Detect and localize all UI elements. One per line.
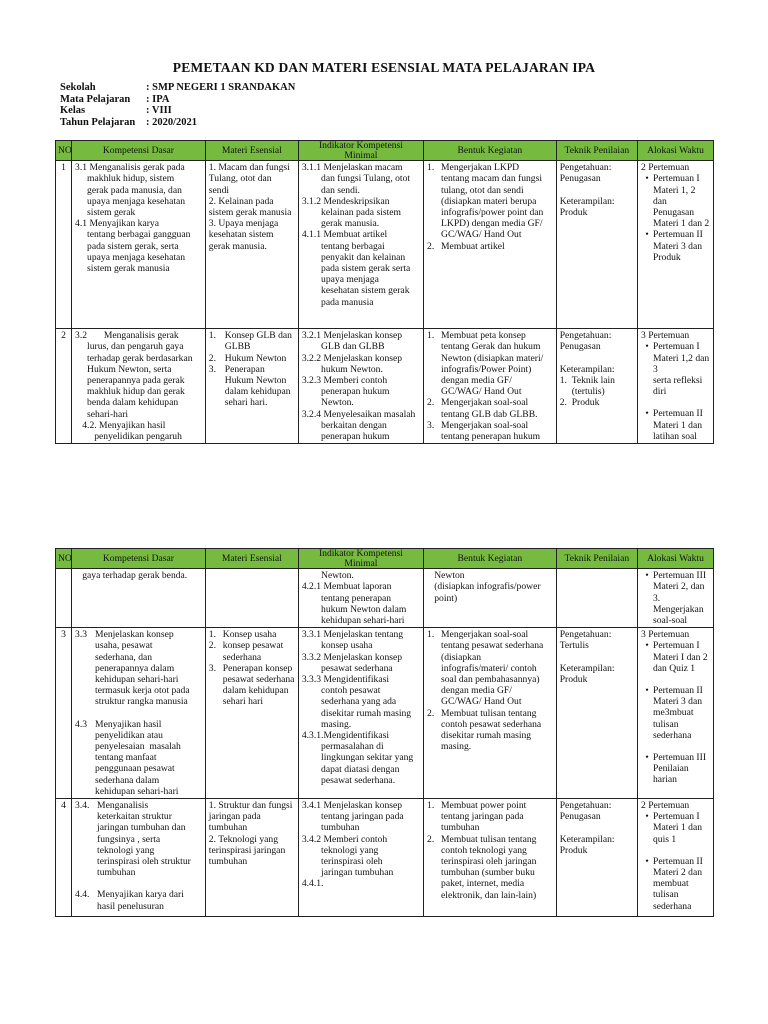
row-number: 2 bbox=[56, 329, 72, 444]
list-item bbox=[427, 162, 553, 240]
table-header-row bbox=[56, 141, 714, 161]
penilaian-cell bbox=[556, 569, 637, 628]
kd-text: Menyajikan karya dari hasil penelusuran bbox=[97, 889, 184, 912]
list-item bbox=[641, 856, 710, 912]
table-row bbox=[56, 799, 714, 917]
kd-text: Menyajikan hasil penyelidikan atau penyelesaian masalah tentang manfaat penggunaan pesawat sederhana dalam kehidupan sehari-hari bbox=[95, 718, 181, 797]
list-text: Membuat tulisan tentang contoh teknologi yang terinspirasi oleh jaringan tumbuhan (sumber buku paket, internet, media elektronik, dan lain-lain) bbox=[441, 833, 537, 901]
list-text: konsep pesawat sederhana bbox=[222, 640, 284, 663]
bullet-icon: • bbox=[645, 640, 649, 652]
list-text: Produk bbox=[571, 397, 600, 409]
info-label: Kelas bbox=[60, 105, 86, 116]
info-row-year bbox=[60, 117, 295, 129]
bullet-icon: • bbox=[645, 811, 649, 823]
list-marker: 1. bbox=[208, 629, 216, 641]
list-text: Teknik lain (tertulis) bbox=[571, 375, 615, 398]
kd-item: 3.1 Menganalisis gerak pada makhluk hidup, sistem gerak pada manusia, dan upaya menjaga kesehatan sistem gerak bbox=[75, 162, 186, 218]
indikator-cell: 3.2.1 Menjelaskan konsep GLB dan GLBB 3.2.2 Menjelaskan konsep hukum Newton. 3.2.3 Memberi contoh penerapan hukum Newton. 3.2.4 Menyelesaikan masalah berkaitan dengan penerapan hukum bbox=[298, 329, 423, 444]
bullet-icon: • bbox=[645, 173, 649, 185]
kd-item: 4.1 Menyajikan karya tentang berbagai gangguan pada sistem gerak, serta upaya menjaga kesehatan sistem gerak manusia bbox=[75, 218, 191, 275]
list-text: Pertemuan I Materi I dan 2 dan Quiz 1 bbox=[653, 640, 708, 674]
kd-code: 4.4. bbox=[75, 889, 90, 901]
penilaian-cell bbox=[556, 329, 637, 444]
list-text: Pertemuan III Penilaian harian bbox=[653, 752, 707, 786]
list-item bbox=[209, 629, 295, 640]
list-marker: 2. bbox=[427, 833, 435, 845]
header-alokasi-waktu: Alokasi Waktu bbox=[638, 141, 714, 161]
list-item bbox=[641, 408, 710, 442]
list-text: Pertemuan I Materi 1 dan quis 1 bbox=[653, 811, 703, 845]
mapping-table-page-1 bbox=[55, 140, 714, 444]
kegiatan-cell bbox=[424, 799, 557, 917]
kegiatan-cell: Newton (disiapkan infografis/power point) bbox=[424, 569, 557, 628]
info-row-subject bbox=[60, 94, 295, 106]
list-marker: 3. bbox=[427, 419, 435, 431]
list-marker: 1. bbox=[208, 330, 216, 342]
list-marker: 2. bbox=[427, 240, 435, 252]
list-text: Pertemuan II Materi 3 dan me3mbuat tulisan sederhana bbox=[653, 685, 703, 741]
list-text: Konsep usaha bbox=[222, 629, 277, 641]
table-row bbox=[56, 161, 714, 329]
school-info bbox=[60, 82, 295, 128]
kd-item bbox=[75, 800, 202, 878]
header-no: NO bbox=[56, 141, 72, 161]
kd-code: 4.3 bbox=[75, 718, 88, 730]
header-bentuk-kegiatan: Bentuk Kegiatan bbox=[424, 549, 557, 569]
penilaian-text: Pengetahuan: Penugasan Keterampilan: bbox=[559, 330, 615, 375]
indikator-cell: 3.4.1 Menjelaskan konsep tentang jaringan pada tumbuhan 3.4.2 Memberi contoh teknologi yang terinspirasi oleh jaringan tumbuhan 4.4.1. bbox=[298, 799, 423, 917]
alokasi-cell bbox=[638, 628, 714, 799]
list-text: Membuat peta konsep tentang Gerak dan hukum Newton (disiapkan materi/ infografis/Power Point) dengan media GF/ GC/WAG/ Hand Out bbox=[441, 330, 544, 398]
penilaian-cell: Pengetahuan: Penugasan Keterampilan: Produk bbox=[556, 799, 637, 917]
kd-code: 3.3 bbox=[75, 629, 88, 641]
kd-item bbox=[75, 719, 202, 797]
materi-cell bbox=[205, 628, 298, 799]
table-row bbox=[56, 329, 714, 444]
table-header-row bbox=[56, 549, 714, 569]
alokasi-total: 2 Pertemuan bbox=[641, 162, 690, 174]
kd-cell bbox=[72, 628, 206, 799]
list-item bbox=[209, 353, 295, 364]
bullet-icon: • bbox=[645, 685, 649, 697]
list-item bbox=[641, 640, 710, 674]
header-indikator: Indikator Kompetensi Minimal bbox=[298, 549, 423, 569]
info-row-school bbox=[60, 82, 295, 94]
indikator-cell: 3.3.1 Menjelaskan tentang konsep usaha 3.3.2 Menjelaskan konsep pesawat sederhana 3.3.3 Mengidentifikasi contoh pesawat sederhana yang ada disekitar rumah masing masing. 4.3.1.Mengidentifikasi permasalahan di lingkungan sekitar yang dapat diatasi dengan pesawat sederhana. bbox=[298, 628, 423, 799]
list-marker: 1. bbox=[427, 629, 435, 641]
alokasi-cell bbox=[638, 799, 714, 917]
list-item bbox=[209, 640, 295, 662]
info-label: Sekolah bbox=[60, 82, 96, 93]
list-text: Membuat tulisan tentang contoh pesawat sederhana disekitar rumah masing masing. bbox=[441, 707, 542, 753]
kegiatan-cell bbox=[424, 329, 557, 444]
list-text: Pertemuan I Materi 1, 2 dan Penugasan Materi 1 dan 2 bbox=[653, 173, 710, 230]
list-item bbox=[641, 341, 710, 397]
list-item bbox=[560, 397, 634, 408]
list-text: Pertemuan II Materi 2 dan membuat tulisan sederhana bbox=[653, 855, 703, 912]
row-number: 1 bbox=[56, 161, 72, 329]
list-item bbox=[427, 629, 553, 707]
list-marker: 2. bbox=[427, 397, 435, 409]
list-text: Mengerjakan soal-soal tentang penerapan hukum bbox=[441, 419, 541, 443]
kd-cell bbox=[72, 799, 206, 917]
list-text: Membuat artikel bbox=[441, 240, 505, 252]
kd-cell: gaya terhadap gerak benda. bbox=[72, 569, 206, 628]
bullet-icon: • bbox=[645, 752, 649, 764]
list-item bbox=[427, 708, 553, 753]
list-item bbox=[641, 570, 710, 626]
list-text: Konsep GLB dan GLBB bbox=[224, 330, 292, 353]
header-no: NO bbox=[56, 549, 72, 569]
alokasi-total: 3 Pertemuan bbox=[641, 629, 690, 641]
list-item bbox=[427, 397, 553, 419]
kd-item: 3.2 Menganalisis gerak lurus, dan pengaruh gaya terhadap gerak berdasarkan Hukum Newton, serta penerapannya pada gerak makhluk hidup dan gerak benda dalam kehidupan sehari-hari 4.2. Menyajikan hasil penyelidikan pengaruh bbox=[75, 330, 193, 443]
info-label: Mata Pelajaran bbox=[60, 93, 131, 105]
list-marker: 1. bbox=[559, 375, 567, 386]
kd-code: 3.4. bbox=[75, 800, 90, 812]
indikator-cell: Newton. 4.2.1 Membuat laporan tentang penerapan hukum Newton dalam kehidupan sehari-hari bbox=[298, 569, 423, 628]
list-marker: 2. bbox=[427, 707, 435, 719]
bullet-icon: • bbox=[645, 408, 649, 420]
list-item bbox=[209, 330, 295, 352]
kd-cell bbox=[72, 161, 206, 329]
list-item bbox=[641, 173, 710, 229]
bullet-icon: • bbox=[645, 570, 649, 582]
list-item bbox=[209, 364, 295, 409]
list-text: Mengerjakan soal-soal tentang pesawat sederhana (disiapkan infografis/materi/ contoh soal dan pembahasannya) dengan media GF/ GC/WAG/ Hand Out bbox=[441, 629, 544, 708]
list-marker: 3. bbox=[208, 363, 216, 375]
alokasi-cell bbox=[638, 329, 714, 444]
list-marker: 2. bbox=[559, 397, 567, 409]
header-kompetensi-dasar: Kompetensi Dasar bbox=[72, 141, 206, 161]
list-text: Hukum Newton bbox=[224, 352, 287, 364]
penilaian-cell: Pengetahuan: Tertulis Keterampilan: Produk bbox=[556, 628, 637, 799]
list-item bbox=[427, 241, 553, 252]
indikator-cell: 3.1.1 Menjelaskan macam dan fungsi Tulang, otot dan sendi. 3.1.2 Mendeskripsikan kelainan pada sistem gerak manusia. 4.1.1 Membuat artikel tentang berbagai penyakit dan kelainan pada sistem gerak serta upaya menjaga kesehatan sistem gerak pada manusia bbox=[298, 161, 423, 329]
info-value: : 2020/2021 bbox=[146, 116, 198, 128]
header-alokasi-waktu: Alokasi Waktu bbox=[638, 549, 714, 569]
list-item bbox=[641, 752, 710, 786]
list-text: Penerapan konsep pesawat sederhana dalam kehidupan sehari hari bbox=[222, 662, 295, 708]
info-row-class bbox=[60, 105, 295, 117]
list-text: Pertemuan III Materi 2, dan 3. Mengerjakan soal-soal bbox=[653, 570, 707, 626]
penilaian-cell: Pengetahuan: Penugasan Keterampilan: Produk bbox=[556, 161, 637, 329]
list-item bbox=[641, 811, 710, 845]
list-item bbox=[560, 375, 634, 397]
kd-cell bbox=[72, 329, 206, 444]
list-item bbox=[209, 663, 295, 708]
info-value: : VIII bbox=[146, 105, 172, 116]
list-text: Pertemuan I Materi 1,2 dan 3 serta refleksi diri bbox=[653, 341, 710, 398]
materi-cell bbox=[205, 329, 298, 444]
materi-cell: 1. Struktur dan fungsi jaringan pada tumbuhan 2. Teknologi yang terinspirasi jaringan tumbuhan bbox=[205, 799, 298, 917]
list-item bbox=[427, 330, 553, 397]
list-text: Membuat power point tentang jaringan pada tumbuhan bbox=[441, 800, 527, 834]
bullet-icon: • bbox=[645, 229, 649, 241]
list-marker: 1. bbox=[427, 162, 435, 174]
header-materi-esensial: Materi Esensial bbox=[205, 549, 298, 569]
info-value: : IPA bbox=[146, 93, 170, 105]
table-row bbox=[56, 569, 714, 628]
list-marker: 1. bbox=[427, 800, 435, 812]
row-number bbox=[56, 569, 72, 628]
bullet-icon: • bbox=[645, 855, 649, 867]
header-teknik-penilaian: Teknik Penilaian bbox=[556, 141, 637, 161]
bullet-icon: • bbox=[645, 341, 649, 353]
row-number: 3 bbox=[56, 628, 72, 799]
list-item bbox=[427, 800, 553, 834]
alokasi-total: 2 Pertemuan bbox=[641, 800, 690, 812]
header-indikator: Indikator Kompetensi Minimal bbox=[298, 141, 423, 161]
kd-text: Menganalisis keterkaitan struktur jaringan tumbuhan dan fungsinya , serta teknologi yang terinspirasi oleh struktur tumbuhan bbox=[97, 800, 191, 879]
kd-item bbox=[75, 889, 202, 911]
list-marker: 3. bbox=[208, 662, 216, 674]
list-marker: 2. bbox=[208, 352, 216, 364]
mapping-table-page-2 bbox=[55, 548, 714, 917]
kegiatan-cell bbox=[424, 161, 557, 329]
list-text: Mengerjakan LKPD tentang macam dan fungsi tulang, otot dan sendi (disiapkan materi berupa infografis/power point dan LKPD) dengan media GF/ GC/WAG/ Hand Out bbox=[441, 162, 544, 241]
header-teknik-penilaian: Teknik Penilaian bbox=[556, 549, 637, 569]
info-value: : SMP NEGERI 1 SRANDAKAN bbox=[146, 82, 296, 93]
document-title: PEMETAAN KD DAN MATERI ESENSIAL MATA PELAJARAN IPA bbox=[172, 60, 596, 75]
list-item bbox=[641, 229, 710, 263]
alokasi-cell bbox=[638, 569, 714, 628]
list-item bbox=[427, 834, 553, 901]
kd-text: Menjelaskan konsep usaha, pesawat sederhana, dan penerapannya dalam kehidupan sehari-hari termasuk kerja otot pada struktur rangka manusia bbox=[95, 629, 190, 708]
materi-cell: 1. Macam dan fungsi Tulang, otot dan sendi 2. Kelainan pada sistem gerak manusia 3. Upaya menjaga kesehatan sistem gerak manusia. bbox=[205, 161, 298, 329]
table-row bbox=[56, 628, 714, 799]
list-marker: 2. bbox=[208, 640, 216, 652]
list-text: Pertemuan II Materi 3 dan Produk bbox=[653, 229, 703, 263]
list-text: Pertemuan II Materi 1 dan latihan soal bbox=[653, 408, 703, 442]
list-marker: 1. bbox=[427, 330, 435, 342]
header-materi-esensial: Materi Esensial bbox=[205, 141, 298, 161]
alokasi-cell bbox=[638, 161, 714, 329]
header-bentuk-kegiatan: Bentuk Kegiatan bbox=[424, 141, 557, 161]
materi-cell bbox=[205, 569, 298, 628]
kegiatan-cell bbox=[424, 628, 557, 799]
list-text: Penerapan Hukum Newton dalam kehidupan sehari hari. bbox=[224, 363, 291, 409]
list-item bbox=[427, 420, 553, 442]
kd-item bbox=[75, 629, 202, 707]
row-number: 4 bbox=[56, 799, 72, 917]
list-item bbox=[641, 685, 710, 741]
list-text: Mengerjakan soal-soal tentang GLB dab GLBB. bbox=[441, 397, 538, 420]
info-label: Tahun Pelajaran bbox=[60, 116, 136, 128]
alokasi-total: 3 Pertemuan bbox=[641, 330, 690, 342]
header-kompetensi-dasar: Kompetensi Dasar bbox=[72, 549, 206, 569]
